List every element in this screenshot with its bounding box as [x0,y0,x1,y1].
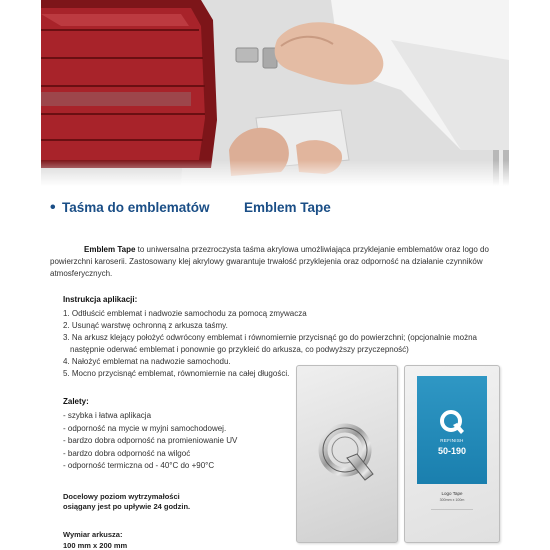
advantage-item: - szybka i łatwa aplikacja [63,411,152,420]
tape-sheet-with-emblem [296,365,398,543]
advantages-list [63,410,293,473]
strength-note [63,492,293,512]
hero-photo [41,0,509,186]
tape-size: 300mm x 100m [439,498,465,502]
step-item: 4. Nałożyć emblemat na nadwozie samochodu. [63,357,231,366]
intro-paragraph [50,244,490,280]
dimensions-value: 100 mm x 200 mm [63,541,128,550]
bullet-icon: • [50,199,56,216]
advantage-item: - bardzo dobra odporność na wilgoć [63,448,191,458]
strength-note-line: Docelowy poziom wytrzymałości [63,492,180,501]
advantage-item: - odporność na mycie w myjni samochodowej. [63,423,227,433]
dimensions-label: Wymiar arkusza: [63,530,123,539]
intro-text: to uniwersalna przezroczysta taśma akrylowa umożliwiająca przyklejanie emblematów oraz logo do powierzchni karoserii. Zastosowany klej akrylowy gwarantuje trwałość przyklejenia oraz odporność na działanie czynników atmosferycznych. [50,245,489,278]
chrome-q-logo-icon [307,414,387,494]
advantage-item: - odporność termiczna od - 40°C do +90°C [63,461,215,471]
product-package [404,365,500,543]
tape-name: Logo Tape [441,491,463,496]
car-application-illustration [41,0,509,186]
step-item: 2. Usunąć warstwę ochronną z arkusza taśmy. [63,321,228,330]
step-item: 5. Mocno przycisnąć emblemat, równomiernie na całej długości. [63,369,290,378]
title-polish: Taśma do emblematów [62,200,210,215]
step-item: 1. Odtłuścić emblemat i nadwozie samochodu za pomocą zmywacza [63,309,307,318]
headline [50,199,510,219]
strength-note-line: osiągany jest po upływie 24 godzin. [63,502,191,511]
label-fine-print [431,509,473,526]
product-label [417,376,487,484]
product-name: Emblem Tape [84,245,136,254]
brand-name: REFINISH [440,438,464,443]
instructions-heading: Instrukcja aplikacji: [63,295,138,304]
step-item-continued: następnie oderwać emblemat i ponownie go przykleić do arkusza, co podwyższy przyczepność) [70,345,409,354]
q-brand-logo-icon [437,408,467,438]
product-code: 50-190 [437,446,467,456]
advantage-item: - bardzo dobra odporność na promieniowanie UV [63,436,238,446]
step-item: 3. Na arkusz klejący położyć odwrócony emblemat i równomiernie przycisnąć go do powierzchni; (opcjonalnie można [63,333,477,342]
title-english: Emblem Tape [244,200,331,215]
advantages-heading: Zalety: [63,397,89,406]
